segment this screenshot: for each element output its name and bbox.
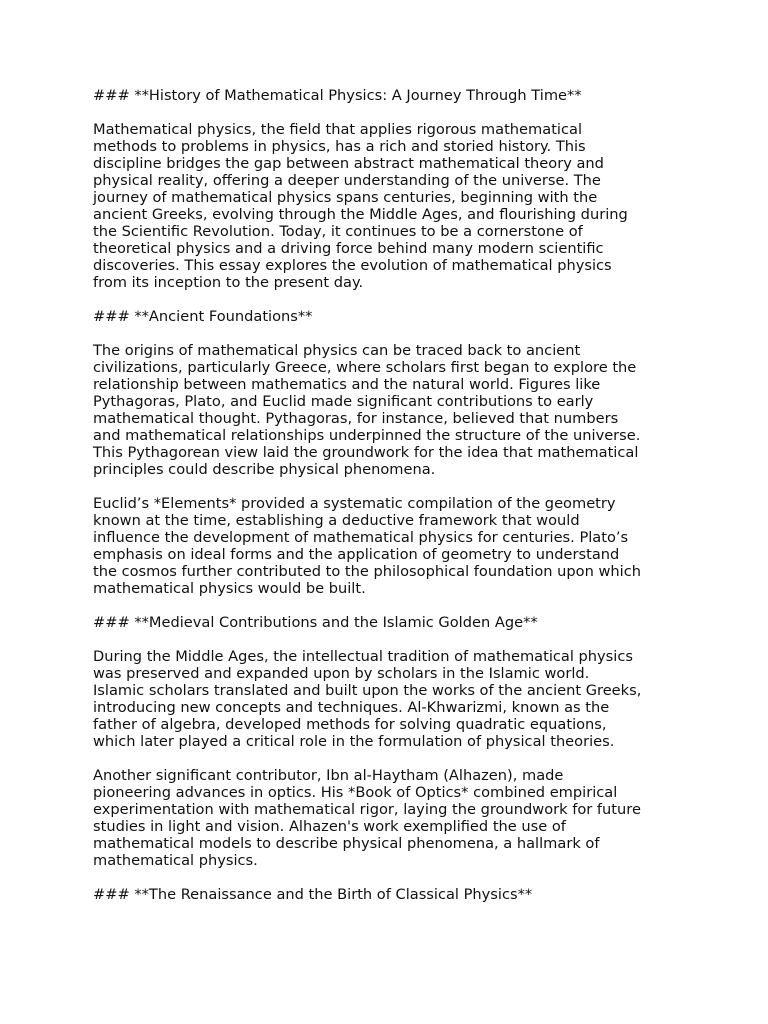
text-line: ancient Greeks, evolving through the Middle Ages, and flourishing during [93,206,628,223]
text-line: and mathematical relationships underpinned the structure of the universe. [93,427,641,444]
text-line: known at the time, establishing a deductive framework that would [93,512,580,529]
section-heading-2 [93,308,693,325]
text-line: introducing new concepts and techniques. Al-Khwarizmi, known as the [93,699,610,716]
text-line: civilizations, particularly Greece, where scholars first began to explore the [93,359,637,376]
text-line: studies in light and vision. Alhazen's work exemplified the use of [93,818,566,835]
text-line: journey of mathematical physics spans centuries, beginning with the [93,189,598,206]
text-line: mathematical physics would be built. [93,580,366,597]
text-line: Pythagoras, Plato, and Euclid made significant contributions to early [93,393,594,410]
text-line: theoretical physics and a driving force behind many modern scientific [93,240,604,257]
text-line: Euclid’s *Elements* provided a systematic compilation of the geometry [93,495,616,512]
text-line: During the Middle Ages, the intellectual tradition of mathematical physics [93,648,633,665]
text-line: The origins of mathematical physics can be traced back to ancient [93,342,581,359]
text-line: ### **The Renaissance and the Birth of Classical Physics** [93,886,533,903]
text-line: discoveries. This essay explores the evolution of mathematical physics [93,257,612,274]
text-line: emphasis on ideal forms and the application of geometry to understand [93,546,620,563]
paragraph-1 [93,121,693,291]
text-line: the cosmos further contributed to the philosophical foundation upon which [93,563,641,580]
text-line: methods to problems in physics, has a rich and storied history. This [93,138,586,155]
text-line: mathematical physics. [93,852,258,869]
text-line: ### **Medieval Contributions and the Islamic Golden Age** [93,614,538,631]
text-line: from its inception to the present day. [93,274,364,291]
paragraph-5 [93,767,693,869]
paragraph-4 [93,648,693,750]
section-heading-3 [93,614,693,631]
text-line: father of algebra, developed methods for solving quadratic equations, [93,716,607,733]
text-line: the Scientific Revolution. Today, it continues to be a cornerstone of [93,223,583,240]
text-line: mathematical thought. Pythagoras, for instance, believed that numbers [93,410,619,427]
text-line: pioneering advances in optics. His *Book of Optics* combined empirical [93,784,618,801]
text-line: experimentation with mathematical rigor, laying the groundwork for future [93,801,641,818]
text-line: ### **Ancient Foundations** [93,308,313,325]
text-line: influence the development of mathematical physics for centuries. Plato’s [93,529,629,546]
text-line: physical reality, offering a deeper understanding of the universe. The [93,172,601,189]
paragraph-3 [93,495,693,597]
text-line: Mathematical physics, the field that applies rigorous mathematical [93,121,582,138]
text-line: Islamic scholars translated and built upon the works of the ancient Greeks, [93,682,642,699]
section-heading-4 [93,886,693,903]
text-line: relationship between mathematics and the natural world. Figures like [93,376,601,393]
paragraph-2 [93,342,693,478]
text-line: ### **History of Mathematical Physics: A Journey Through Time** [93,87,582,104]
section-heading-1 [93,87,693,104]
text-line: was preserved and expanded upon by scholars in the Islamic world. [93,665,590,682]
text-line: This Pythagorean view laid the groundwork for the idea that mathematical [93,444,639,461]
text-line: discipline bridges the gap between abstract mathematical theory and [93,155,604,172]
text-line: Another significant contributor, Ibn al-Haytham (Alhazen), made [93,767,564,784]
text-line: principles could describe physical phenomena. [93,461,436,478]
text-line: mathematical models to describe physical phenomena, a hallmark of [93,835,600,852]
text-line: which later played a critical role in the formulation of physical theories. [93,733,615,750]
document-page [93,87,693,920]
